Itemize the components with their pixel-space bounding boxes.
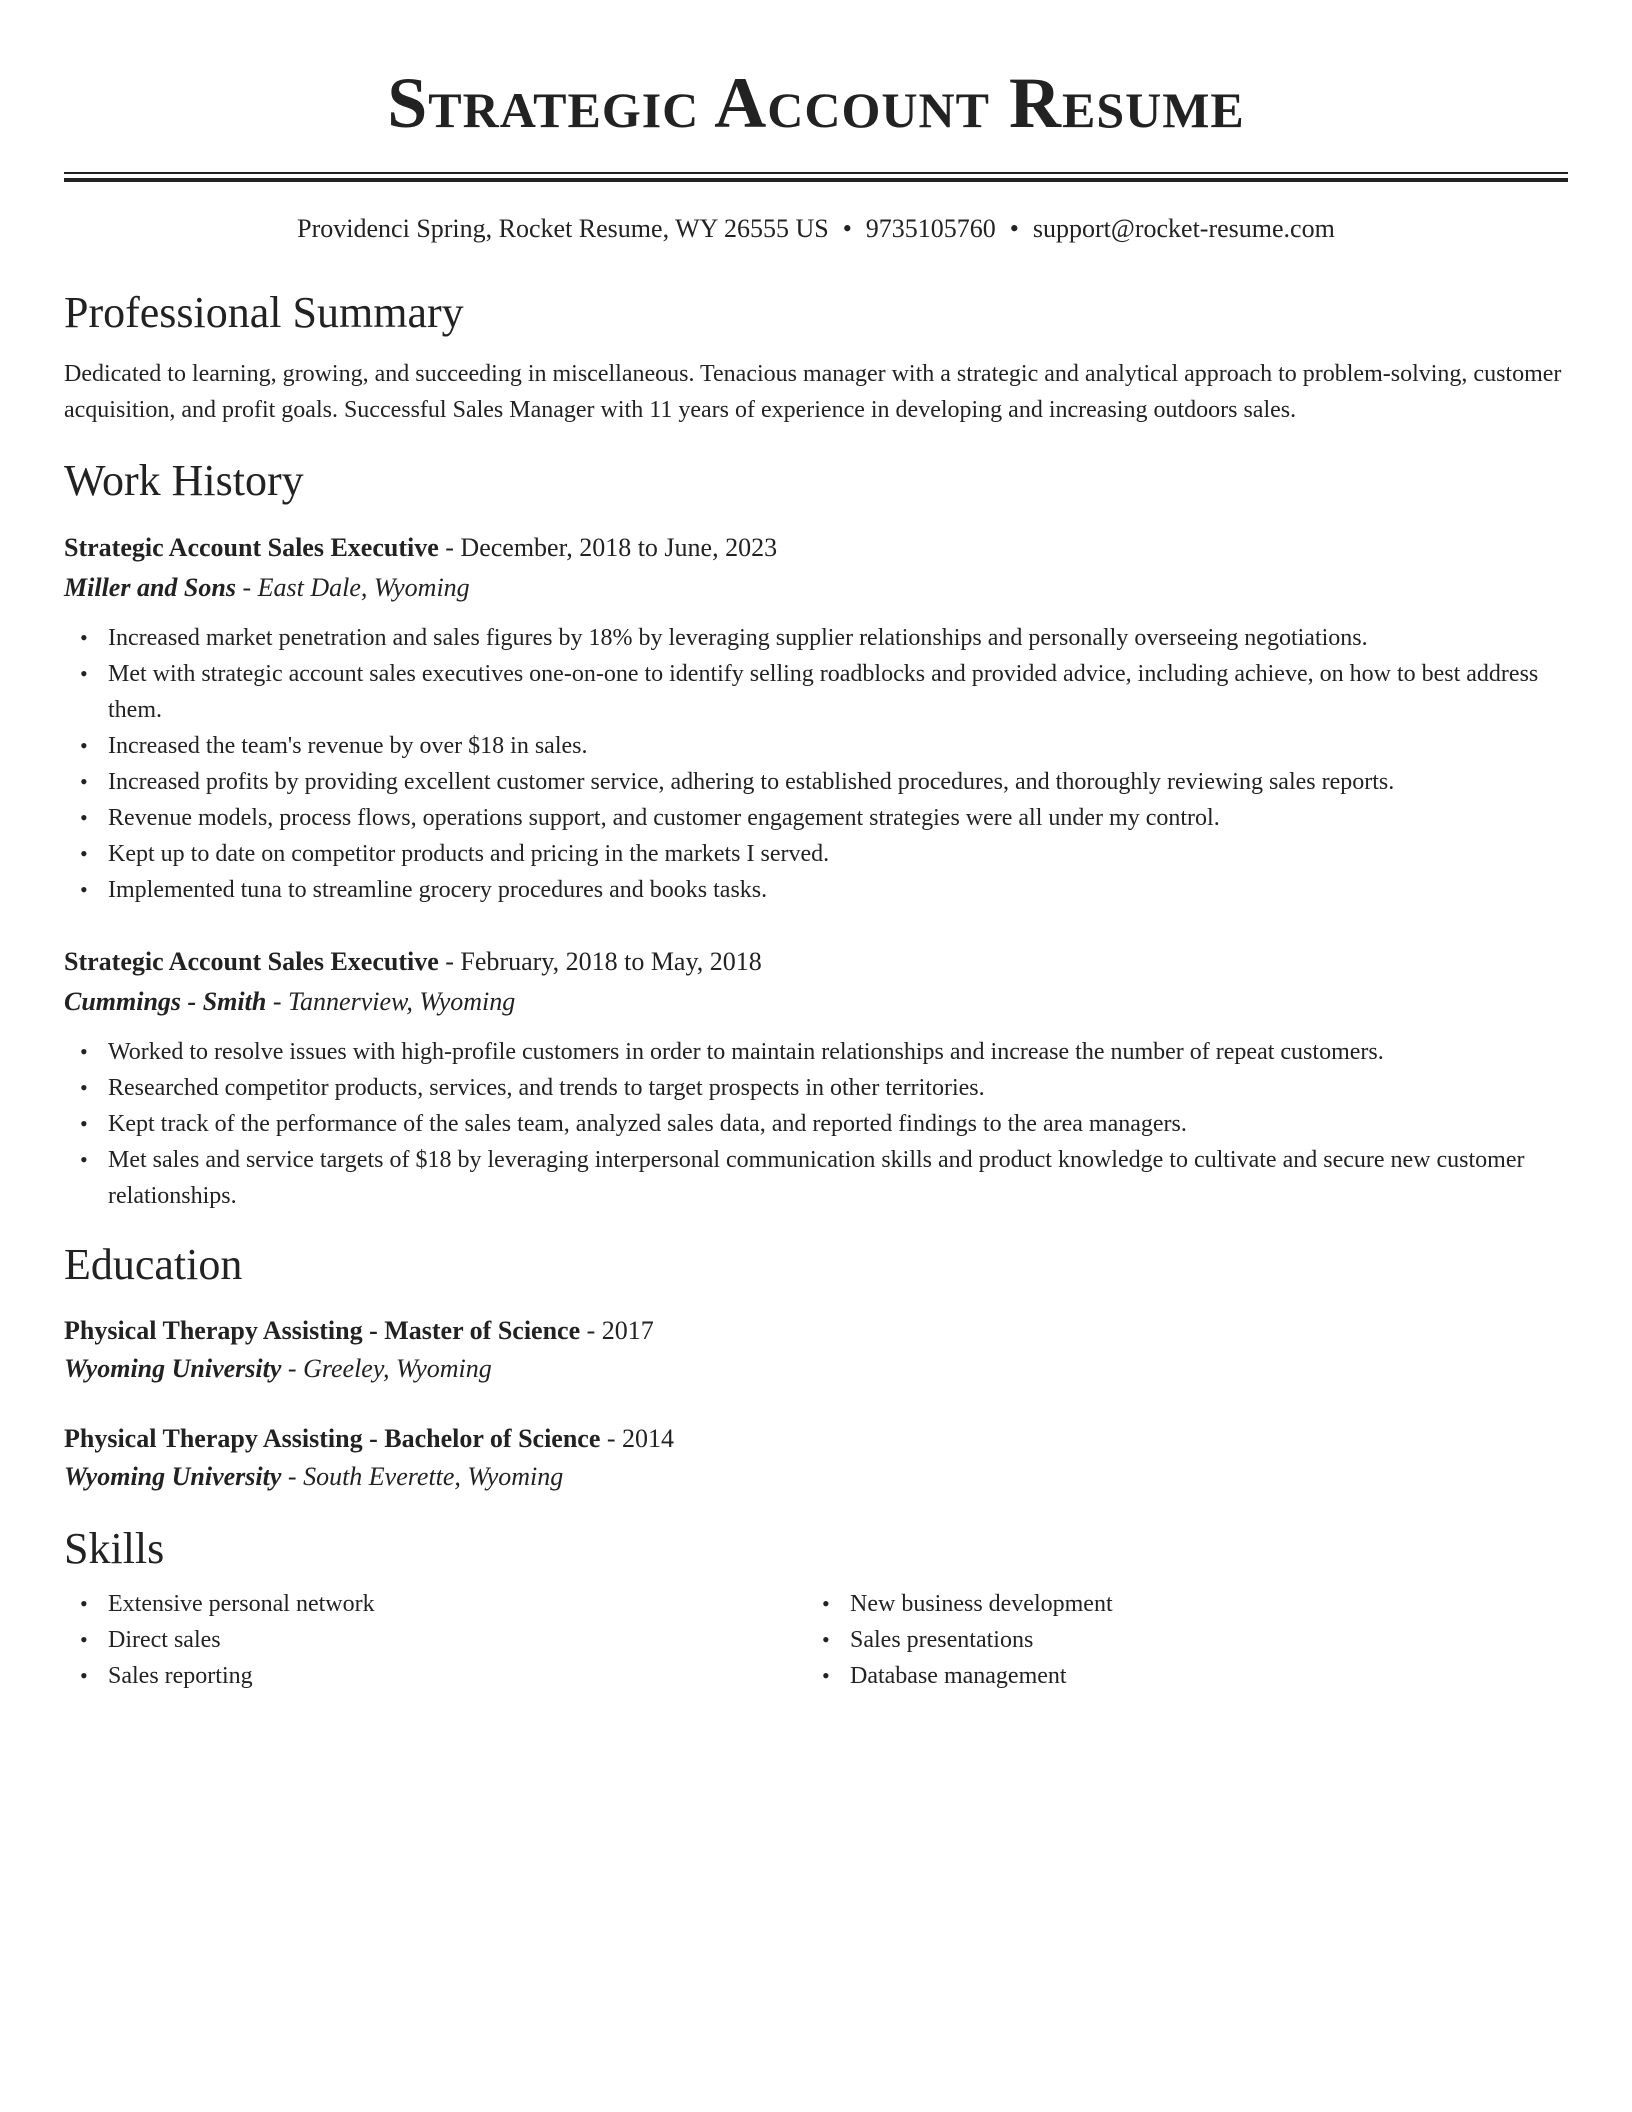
contact-separator: • xyxy=(842,214,852,243)
skill-item: • New business development xyxy=(850,1586,1548,1622)
skills-column-left xyxy=(64,1586,806,1694)
job-dates: - December, 2018 to June, 2023 xyxy=(438,533,778,562)
job-bullet: • Met with strategic account sales executives one-on-one to identify selling roadblocks and provided advice, including achieve, on how to best address them. xyxy=(108,656,1568,728)
summary-text: Dedicated to learning, growing, and succeeding in miscellaneous. Tenacious manager with a strategic and analytical approach to problem-solving, customer acquisition, and profit goals. Successful Sales Manager with 11 years of experience in developing and increasing outdoors sales. xyxy=(64,361,1562,423)
job-company: Miller and Sons xyxy=(64,573,236,602)
education-school-line xyxy=(64,1350,1568,1388)
job-bullet: • Met sales and service targets of $18 by leveraging interpersonal communication skills and product knowledge to cultivate and secure new customer relationships. xyxy=(108,1142,1568,1214)
job-company: Cummings - Smith xyxy=(64,987,267,1016)
education-school-line xyxy=(64,1458,1568,1496)
job-bullet: • Kept track of the performance of the sales team, analyzed sales data, and reported findings to the area managers. xyxy=(108,1106,1568,1142)
summary-heading: Professional Summary xyxy=(64,288,464,337)
job-company-line xyxy=(64,982,1568,1022)
education-degree: Physical Therapy Assisting - Bachelor of Science xyxy=(64,1424,601,1453)
education-year: - 2017 xyxy=(580,1316,654,1345)
job-title: Strategic Account Sales Executive xyxy=(64,533,439,562)
skill-item: • Extensive personal network xyxy=(108,1586,806,1622)
contact-address: Providenci Spring, Rocket Resume, WY 26555 US xyxy=(297,214,829,243)
skills-grid xyxy=(64,1586,1568,1694)
job-bullet: • Increased profits by providing excellent customer service, adhering to established procedures, and thoroughly reviewing sales reports. xyxy=(108,764,1568,800)
job-dates: - February, 2018 to May, 2018 xyxy=(438,947,762,976)
education-entry xyxy=(64,1420,1568,1496)
skill-item: • Database management xyxy=(850,1658,1548,1694)
job-bullet: • Increased the team's revenue by over $18 in sales. xyxy=(108,728,1568,764)
skill-item: • Sales presentations xyxy=(850,1622,1548,1658)
job-entry xyxy=(64,942,1568,1214)
education-heading: Education xyxy=(64,1240,243,1289)
skills-heading: Skills xyxy=(64,1524,165,1573)
education-school: Wyoming University xyxy=(64,1462,282,1491)
job-bullet: • Implemented tuna to streamline grocery procedures and books tasks. xyxy=(108,872,1568,908)
job-bullets xyxy=(64,620,1568,908)
job-bullets xyxy=(64,1034,1568,1214)
contact-phone: 9735105760 xyxy=(865,214,996,243)
job-title-line xyxy=(64,528,1568,568)
skills-list xyxy=(64,1586,806,1694)
contact-email: support@rocket-resume.com xyxy=(1032,214,1335,243)
skill-item: • Sales reporting xyxy=(108,1658,806,1694)
education-degree: Physical Therapy Assisting - Master of Science xyxy=(64,1316,581,1345)
job-bullet: • Kept up to date on competitor products and pricing in the markets I served. xyxy=(108,836,1568,872)
job-bullet: • Worked to resolve issues with high-profile customers in order to maintain relationships and increase the number of repeat customers. xyxy=(108,1034,1568,1070)
education-location: - Greeley, Wyoming xyxy=(281,1354,492,1383)
title-divider xyxy=(64,172,1568,182)
job-title: Strategic Account Sales Executive xyxy=(64,947,439,976)
resume-title: Strategic Account Resume xyxy=(387,63,1245,143)
job-entry xyxy=(64,528,1568,908)
skill-item: • Direct sales xyxy=(108,1622,806,1658)
education-year: - 2014 xyxy=(600,1424,675,1453)
job-bullet: • Revenue models, process flows, operations support, and customer engagement strategies were all under my control. xyxy=(108,800,1568,836)
education-school: Wyoming University xyxy=(64,1354,282,1383)
education-degree-line xyxy=(64,1420,1568,1458)
education-location: - South Everette, Wyoming xyxy=(281,1462,564,1491)
job-title-line xyxy=(64,942,1568,982)
contact-separator: • xyxy=(1009,214,1019,243)
job-bullet: • Increased market penetration and sales figures by 18% by leveraging supplier relationships and personally overseeing negotiations. xyxy=(108,620,1568,656)
job-location: - Tannerview, Wyoming xyxy=(266,987,516,1016)
skills-column-right xyxy=(806,1586,1548,1694)
job-location: - East Dale, Wyoming xyxy=(235,573,470,602)
job-company-line xyxy=(64,568,1568,608)
skills-list xyxy=(806,1586,1548,1694)
education-entry xyxy=(64,1312,1568,1388)
job-bullet: • Researched competitor products, services, and trends to target prospects in other territories. xyxy=(108,1070,1568,1106)
work-history-heading: Work History xyxy=(64,456,304,505)
education-degree-line xyxy=(64,1312,1568,1350)
contact-line xyxy=(64,212,1568,246)
